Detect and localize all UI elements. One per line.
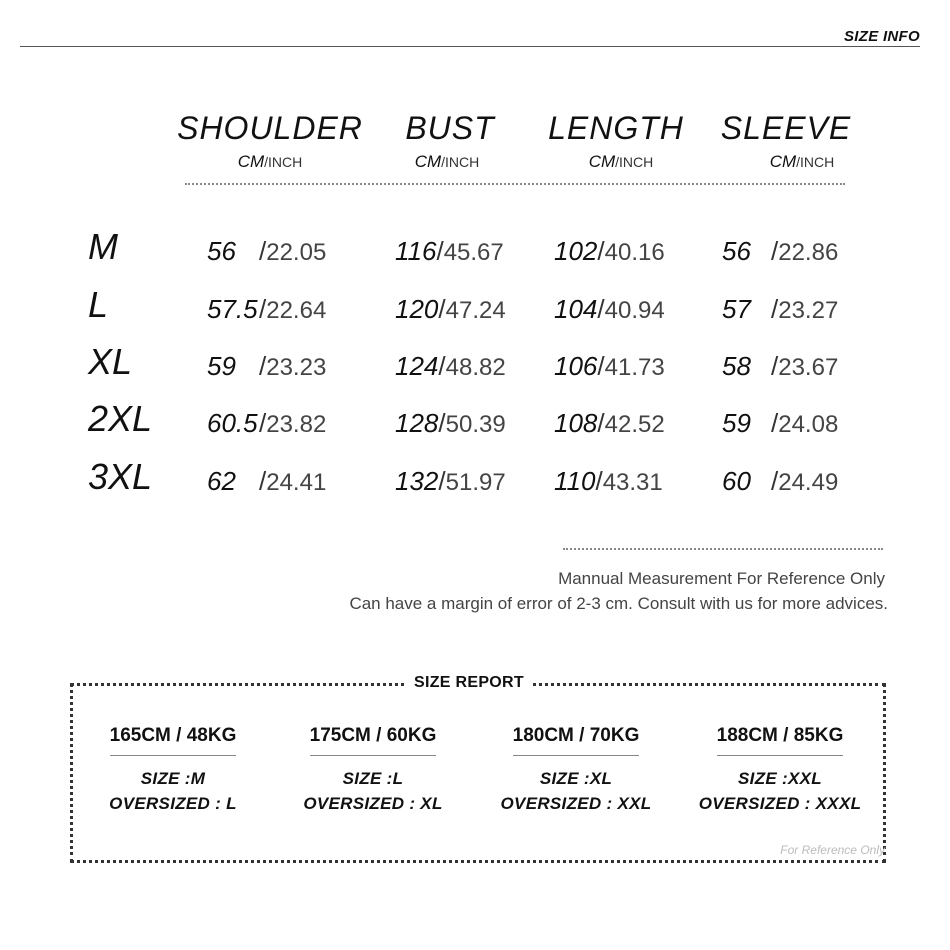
cell-shoulder-3xl: 62 /24.41 bbox=[207, 466, 327, 496]
unit-sep: / bbox=[441, 154, 446, 170]
cell-sleeve-3xl: 60 /24.49 bbox=[722, 466, 839, 496]
size-report-entry bbox=[278, 725, 468, 816]
height-weight: 180CM / 70KG bbox=[512, 725, 640, 746]
oversized-size: OVERSIZED : XXL bbox=[500, 794, 652, 813]
cell-bust-3xl: 132/51.97 bbox=[395, 466, 506, 496]
height-weight: 188CM / 85KG bbox=[716, 725, 844, 746]
entry-divider bbox=[717, 755, 843, 756]
size-report-entry bbox=[481, 725, 671, 816]
cell-length-l: 104/40.94 bbox=[554, 294, 665, 324]
column-header-sleeve: SLEEVE bbox=[720, 110, 852, 146]
column-header-shoulder: SHOULDER bbox=[177, 110, 363, 146]
unit-sep: / bbox=[796, 154, 801, 170]
unit-cm: CM bbox=[414, 152, 442, 171]
cell-shoulder-m: 56 /22.05 bbox=[207, 236, 327, 266]
unit-inch: INCH bbox=[619, 154, 654, 170]
column-unit-length bbox=[521, 152, 721, 172]
entry-divider bbox=[310, 755, 436, 756]
cell-bust-2xl: 128/50.39 bbox=[395, 408, 506, 438]
cell-sleeve-l: 57 /23.27 bbox=[722, 294, 839, 324]
recommended-size: SIZE :L bbox=[342, 769, 404, 788]
cell-shoulder-2xl: 60.5/23.82 bbox=[207, 408, 327, 438]
size-label-l: L bbox=[88, 284, 109, 325]
column-unit-sleeve bbox=[702, 152, 902, 172]
column-unit-bust bbox=[347, 152, 547, 172]
column-header-length: LENGTH bbox=[548, 110, 684, 146]
entry-divider bbox=[513, 755, 639, 756]
size-report-title: SIZE REPORT bbox=[405, 674, 533, 692]
cell-length-xl: 106/41.73 bbox=[554, 351, 665, 381]
entry-divider bbox=[110, 755, 236, 756]
header-divider bbox=[20, 46, 920, 47]
size-label-3xl: 3XL bbox=[88, 456, 153, 497]
recommended-size: SIZE :M bbox=[140, 769, 206, 788]
cell-bust-xl: 124/48.82 bbox=[395, 351, 506, 381]
cell-sleeve-xl: 58 /23.67 bbox=[722, 351, 839, 381]
cell-bust-m: 116/45.67 bbox=[395, 236, 504, 266]
unit-sep: / bbox=[264, 154, 269, 170]
unit-inch: INCH bbox=[800, 154, 835, 170]
unit-cm: CM bbox=[769, 152, 797, 171]
oversized-size: OVERSIZED : XXXL bbox=[698, 794, 862, 813]
cell-sleeve-2xl: 59 /24.08 bbox=[722, 408, 839, 438]
measurement-note: Mannual Measurement For Reference Only bbox=[558, 569, 885, 588]
unit-cm: CM bbox=[588, 152, 616, 171]
cell-sleeve-m: 56 /22.86 bbox=[722, 236, 839, 266]
margin-note: Can have a margin of error of 2-3 cm. Consult with us for more advices. bbox=[349, 594, 888, 613]
cell-shoulder-xl: 59 /23.23 bbox=[207, 351, 327, 381]
recommended-size: SIZE :XXL bbox=[738, 769, 822, 788]
size-info-title: SIZE INFO bbox=[843, 28, 920, 45]
unit-cm: CM bbox=[237, 152, 265, 171]
cell-length-m: 102/40.16 bbox=[554, 236, 665, 266]
size-report-entry bbox=[685, 725, 875, 816]
header-dotted-divider bbox=[185, 183, 845, 185]
cell-shoulder-l: 57.5/22.64 bbox=[207, 294, 327, 324]
unit-sep: / bbox=[615, 154, 620, 170]
size-report-entry bbox=[78, 725, 268, 816]
cell-length-2xl: 108/42.52 bbox=[554, 408, 665, 438]
oversized-size: OVERSIZED : L bbox=[109, 794, 237, 813]
size-label-2xl: 2XL bbox=[88, 398, 153, 439]
cell-length-3xl: 110/43.31 bbox=[554, 466, 663, 496]
unit-inch: INCH bbox=[268, 154, 303, 170]
height-weight: 175CM / 60KG bbox=[309, 725, 437, 746]
recommended-size: SIZE :XL bbox=[539, 769, 613, 788]
notes-dotted-divider bbox=[563, 548, 883, 550]
column-header-bust: BUST bbox=[405, 110, 495, 146]
height-weight: 165CM / 48KG bbox=[109, 725, 237, 746]
oversized-size: OVERSIZED : XL bbox=[303, 794, 443, 813]
unit-inch: INCH bbox=[445, 154, 480, 170]
size-label-xl: XL bbox=[88, 341, 133, 382]
size-label-m: M bbox=[88, 226, 118, 267]
cell-bust-l: 120/47.24 bbox=[395, 294, 506, 324]
column-unit-shoulder bbox=[170, 152, 370, 172]
reference-footnote: For Reference Only bbox=[780, 843, 885, 857]
